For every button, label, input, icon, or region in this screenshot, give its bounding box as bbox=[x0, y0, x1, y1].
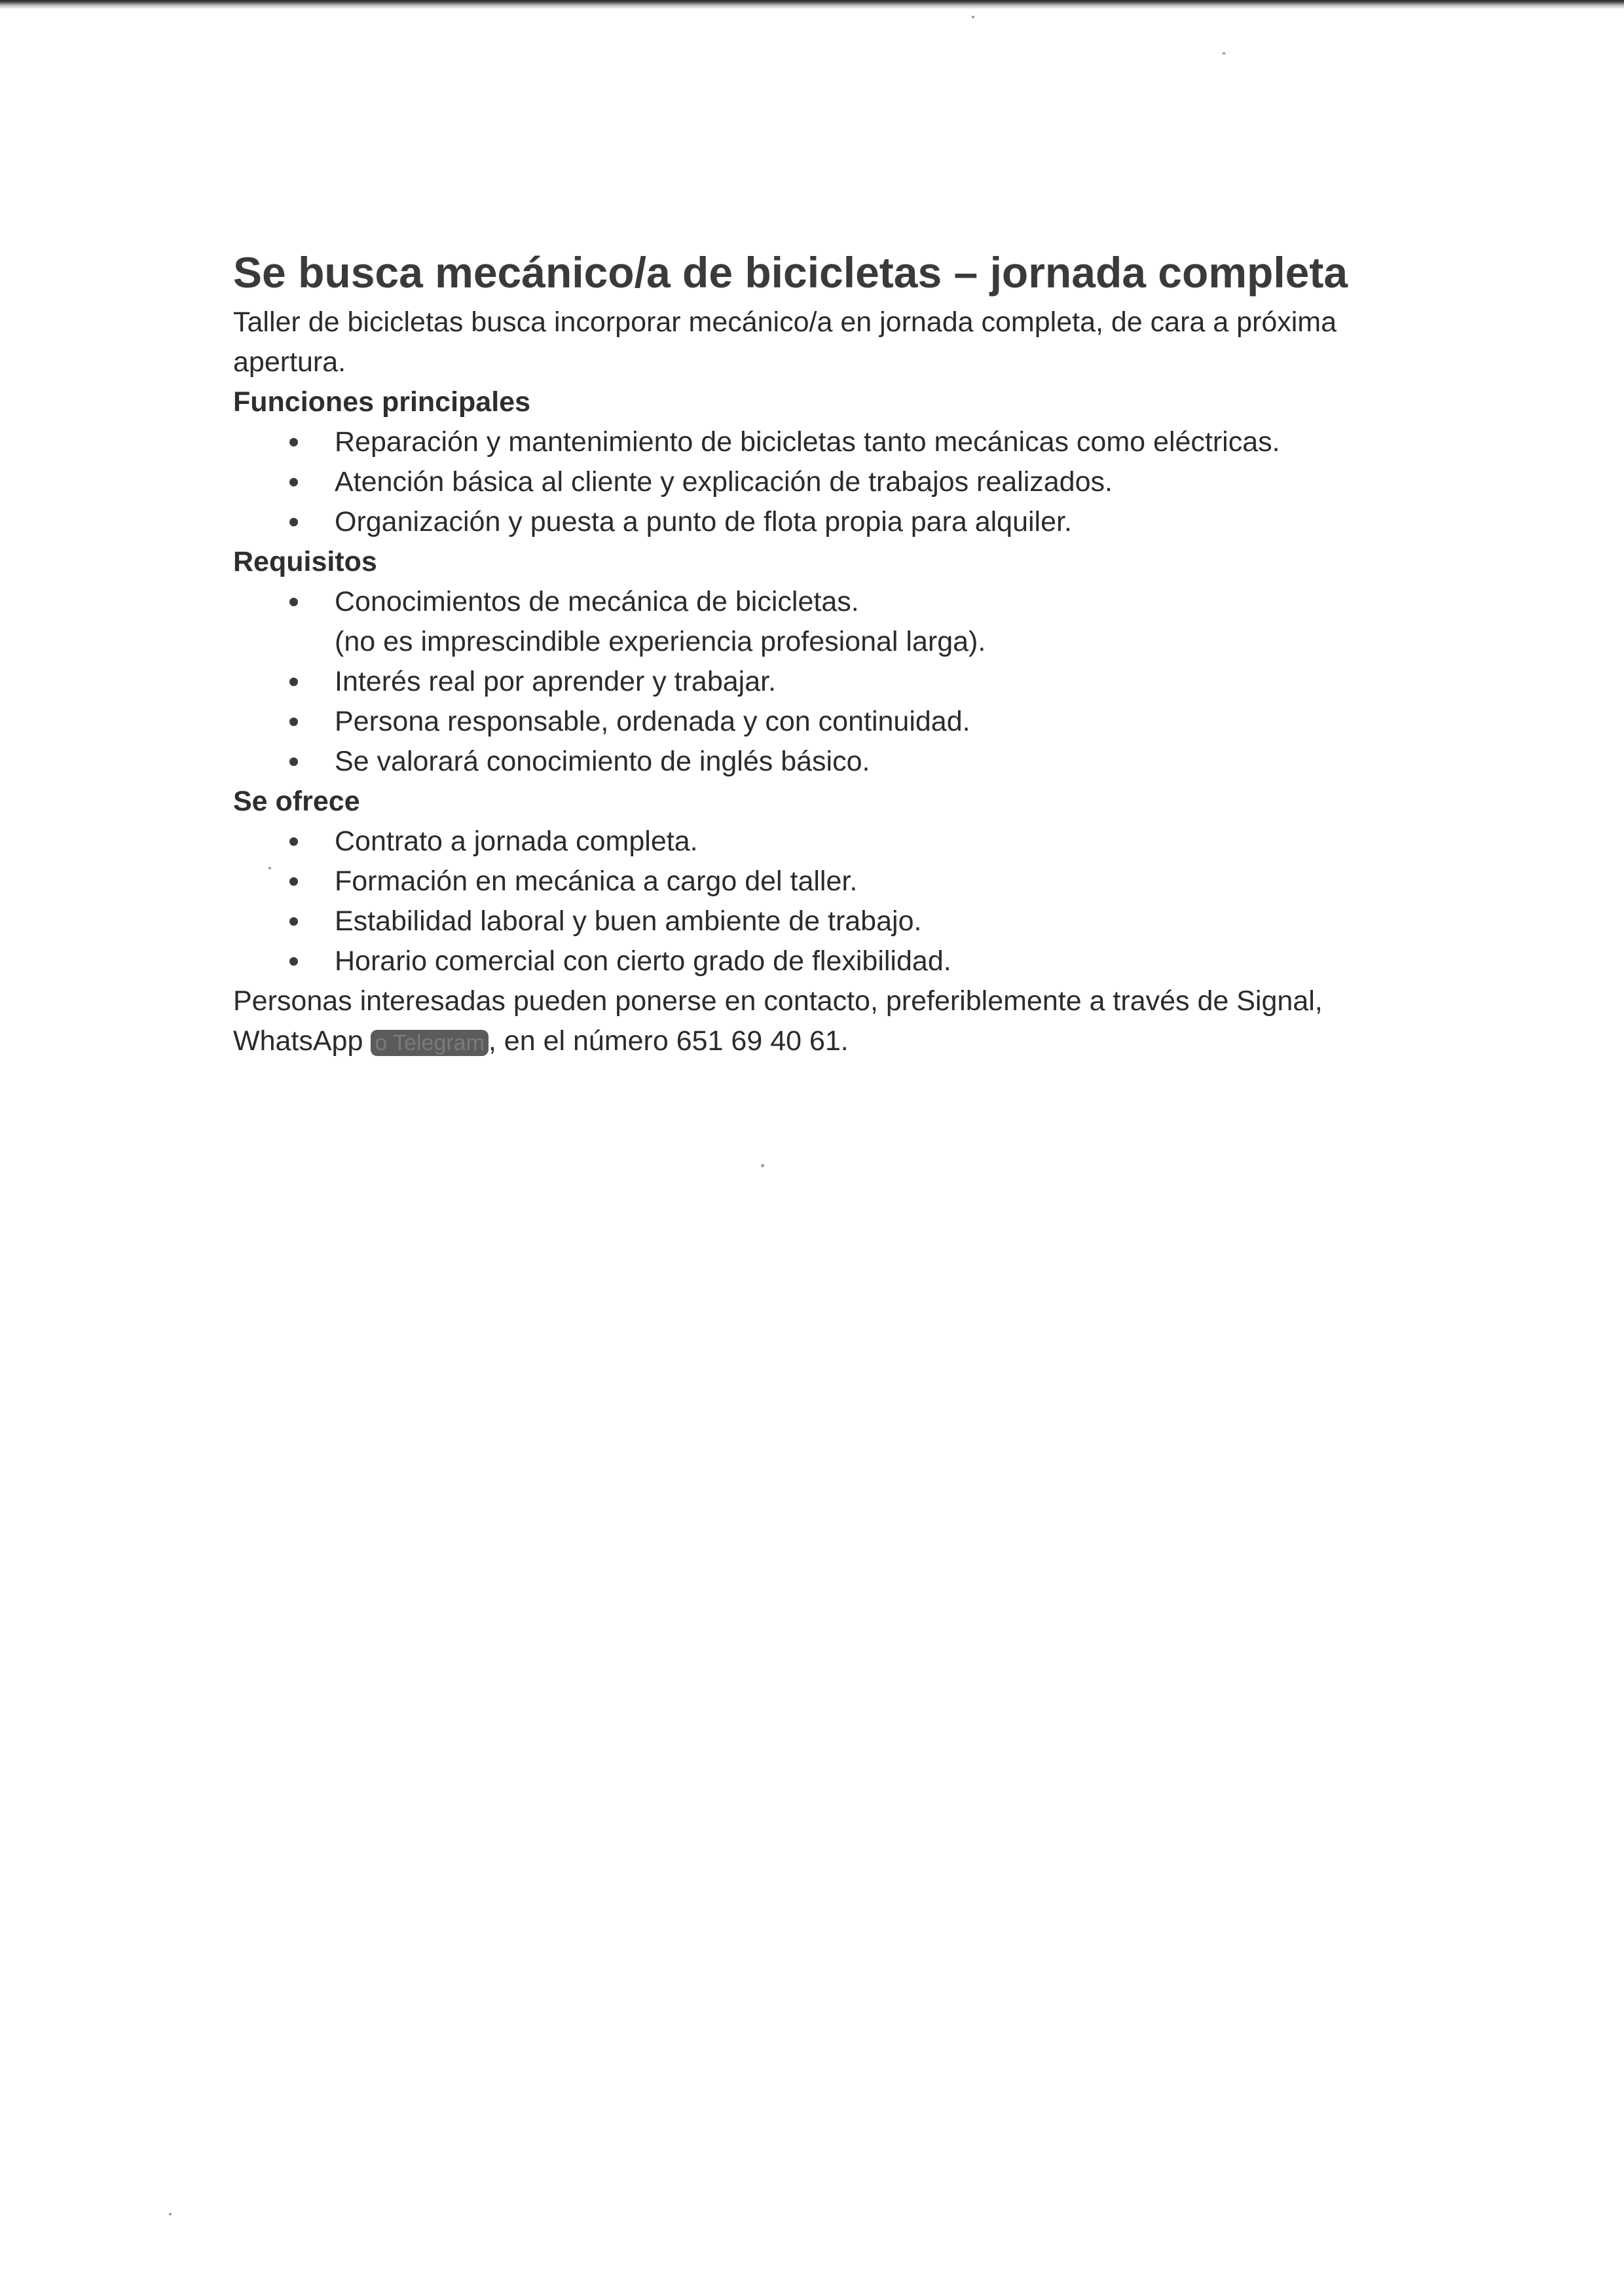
section-heading-se-ofrece: Se ofrece bbox=[233, 786, 360, 817]
list-item-text: Conocimientos de mecánica de bicicletas. bbox=[335, 586, 859, 617]
list-item-text: Persona responsable, ordenada y con continuidad. bbox=[335, 706, 970, 737]
list-item bbox=[233, 822, 1431, 862]
list-item bbox=[233, 502, 1431, 542]
list-item bbox=[233, 742, 1431, 782]
list-item bbox=[233, 662, 1431, 702]
bullet-icon bbox=[289, 917, 298, 926]
list-item bbox=[233, 702, 1431, 742]
contact-paragraph bbox=[233, 981, 1431, 1061]
scan-speck bbox=[1222, 52, 1226, 54]
page-title: Se busca mecánico/a de bicicletas – jornada completa bbox=[233, 248, 1348, 297]
list-se-ofrece bbox=[233, 822, 1431, 981]
list-item bbox=[233, 902, 1431, 941]
list-item-text: Reparación y mantenimiento de bicicletas tanto mecánicas como eléctricas. bbox=[335, 426, 1280, 458]
list-item bbox=[233, 582, 1431, 662]
contact-phone-text: , en el número 651 69 40 61. bbox=[488, 1025, 849, 1057]
bullet-icon bbox=[289, 678, 298, 686]
section-heading-funciones: Funciones principales bbox=[233, 386, 530, 418]
contact-whatsapp: WhatsApp bbox=[233, 1025, 363, 1057]
list-item-subline: (no es imprescindible experiencia profesional larga). bbox=[335, 626, 986, 657]
job-posting bbox=[233, 242, 1431, 1061]
list-requisitos bbox=[233, 582, 1431, 782]
bullet-icon bbox=[289, 877, 298, 886]
list-item bbox=[233, 941, 1431, 981]
intro-paragraph: Taller de bicicletas busca incorporar mecánico/a en jornada completa, de cara a próxima apertura. bbox=[233, 306, 1337, 378]
section-heading-requisitos: Requisitos bbox=[233, 546, 377, 577]
list-item bbox=[233, 462, 1431, 502]
bullet-icon bbox=[289, 478, 298, 486]
bullet-icon bbox=[289, 598, 298, 606]
list-item-text: Interés real por aprender y trabajar. bbox=[335, 666, 777, 697]
bullet-icon bbox=[289, 718, 298, 726]
list-funciones bbox=[233, 422, 1431, 542]
list-item-text: Se valorará conocimiento de inglés básico. bbox=[335, 746, 870, 777]
redacted-text: o Telegram bbox=[371, 1030, 489, 1056]
list-item-text: Estabilidad laboral y buen ambiente de trabajo. bbox=[335, 905, 922, 937]
list-item-text: Formación en mecánica a cargo del taller. bbox=[335, 866, 858, 897]
list-item-text: Contrato a jornada completa. bbox=[335, 826, 698, 857]
list-item bbox=[233, 422, 1431, 462]
list-item-text: Atención básica al cliente y explicación de trabajos realizados. bbox=[335, 466, 1113, 498]
scan-speck bbox=[972, 16, 974, 18]
list-item-text: Horario comercial con cierto grado de flexibilidad. bbox=[335, 945, 951, 977]
list-item-text: Organización y puesta a punto de flota propia para alquiler. bbox=[335, 506, 1072, 538]
bullet-icon bbox=[289, 438, 298, 446]
contact-line-1: Personas interesadas pueden ponerse en contacto, preferiblemente a través de Signal, bbox=[233, 985, 1323, 1017]
bullet-icon bbox=[289, 957, 298, 966]
scan-top-edge bbox=[0, 0, 1624, 9]
list-item bbox=[233, 862, 1431, 902]
scan-speck bbox=[761, 1164, 764, 1167]
bullet-icon bbox=[289, 757, 298, 766]
bullet-icon bbox=[289, 518, 298, 526]
scan-speck bbox=[169, 2213, 172, 2215]
bullet-icon bbox=[289, 837, 298, 846]
